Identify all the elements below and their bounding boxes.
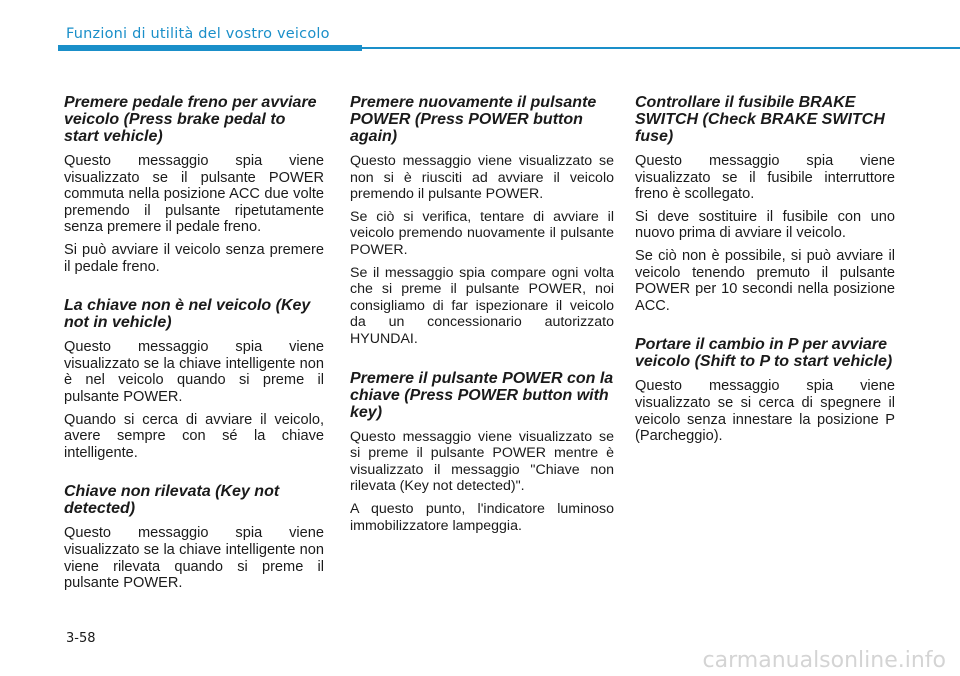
paragraph: Questo messaggio spia viene visualizzato se la chiave intelligente non viene rilevata quando si preme il pulsante POWER. (64, 525, 324, 592)
paragraph: Si deve sostituire il fusibile con uno nuovo prima di avviare il veicolo. (635, 208, 895, 242)
paragraph: Questo messaggio viene visualizzato se non si è riusciti ad avviare il veicolo premendo il pulsante POWER. (350, 153, 614, 203)
section-title: Premere il pulsante POWER con la chiave (Press POWER button with key) (350, 369, 614, 421)
paragraph: Questo messaggio spia viene visualizzato se si cerca di spegnere il veicolo senza innestare la posizione P (Parcheggio). (635, 378, 895, 445)
header-rule (362, 47, 960, 49)
section-press-power-again (350, 94, 614, 348)
paragraph: A questo punto, l'indicatore luminoso immobilizzatore lampeggia. (350, 500, 614, 534)
section-press-power-with-key (350, 370, 614, 535)
header-accent-bar (58, 45, 362, 51)
paragraph: Questo messaggio spia viene visualizzato se la chiave intelligente non è nel veicolo quando si preme il pulsante POWER. (64, 339, 324, 405)
section-title: Portare il cambio in P per avviare veicolo (Shift to P to start vehicle) (635, 336, 893, 371)
section-key-not-detected (64, 483, 324, 591)
page-number: 3-58 (66, 631, 96, 646)
section-key-not-in-vehicle (64, 297, 324, 461)
section-title: Chiave non rilevata (Key not detected) (64, 483, 280, 518)
text-column-1 (64, 94, 324, 614)
section-title: Controllare il fusibile BRAKE SWITCH (Check BRAKE SWITCH fuse) (635, 94, 885, 145)
paragraph: Questo messaggio viene visualizzato se si preme il pulsante POWER mentre è visualizzato il messaggio "Chiave non rilevata (Key not detected)". (350, 428, 614, 495)
paragraph: Questo messaggio spia viene visualizzato se il fusibile interruttore freno è scollegato. (635, 153, 895, 203)
text-column-2 (350, 94, 614, 556)
paragraph: Se il messaggio spia compare ogni volta che si preme il pulsante POWER, noi consigliamo di far ispezionare il veicolo da un concessionario autorizzato HYUNDAI. (350, 264, 614, 347)
page-header-title: Funzioni di utilità del vostro veicolo (66, 26, 330, 42)
section-title: Premere nuovamente il pulsante POWER (Press POWER button again) (350, 94, 597, 145)
section-title: Premere pedale freno per avviare veicolo (Press brake pedal to start vehicle) (64, 94, 317, 145)
paragraph: Se ciò si verifica, tentare di avviare il veicolo premendo nuovamente il pulsante POWER. (350, 208, 614, 258)
watermark: carmanualsonline.info (702, 648, 946, 673)
text-column-3 (635, 94, 895, 467)
paragraph: Quando si cerca di avviare il veicolo, avere sempre con sé la chiave intelligente. (64, 411, 324, 461)
paragraph: Questo messaggio spia viene visualizzato se il pulsante POWER commuta nella posizione ACC due volte premendo il pulsante ripetutamente senza premere il pedale freno. (64, 153, 324, 236)
section-shift-to-p (635, 336, 895, 444)
section-title: La chiave non è nel veicolo (Key not in vehicle) (64, 297, 311, 332)
section-brake-pedal (64, 94, 324, 275)
paragraph: Si può avviare il veicolo senza premere il pedale freno. (64, 241, 324, 275)
section-check-brake-switch-fuse (635, 94, 895, 314)
paragraph: Se ciò non è possibile, si può avviare il veicolo tenendo premuto il pulsante POWER per 10 secondi nella posizione ACC. (635, 247, 895, 314)
